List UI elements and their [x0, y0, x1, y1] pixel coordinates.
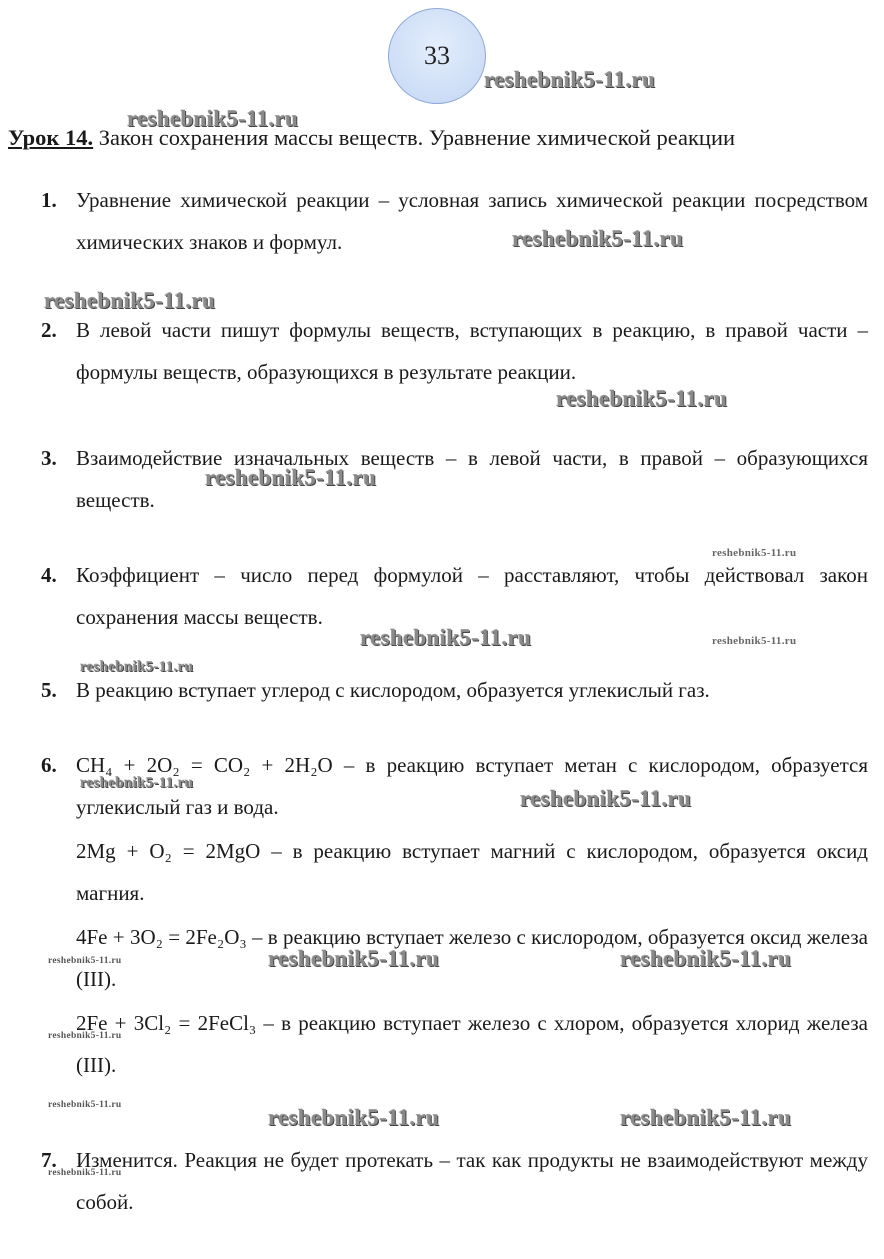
answer-item-7 — [0, 1139, 868, 1223]
watermark: reshebnik5-11.ru — [48, 1168, 122, 1178]
item-text: Коэффициент – число перед формулой – расставляют, чтобы действовал закон сохранения массы веществ. — [76, 563, 868, 629]
page-number-badge — [388, 8, 486, 104]
watermark: reshebnik5-11.ru — [48, 1031, 122, 1041]
equation-iron-oxygen: 4Fe + 3O₂ = 2Fe₂O₃ – в реакцию вступает железо с кислородом, образуется оксид железа (III). — [76, 925, 868, 991]
watermark: reshebnik5-11.ru — [127, 106, 299, 131]
watermark: reshebnik5-11.ru — [360, 625, 532, 650]
item-text: Изменится. Реакция не будет протекать – так как продукты не взаимодействуют между собой. — [76, 1148, 868, 1214]
lesson-topic: Закон сохранения массы веществ. Уравнение химической реакции — [93, 125, 736, 150]
watermark: reshebnik5-11.ru — [205, 465, 377, 490]
item-number: 2. — [41, 318, 57, 342]
watermark: reshebnik5-11.ru — [712, 547, 797, 559]
watermark: reshebnik5-11.ru — [620, 946, 792, 971]
item-text: В левой части пишут формулы веществ, вступающих в реакцию, в правой части – формулы веществ, образующихся в результате реакции. — [76, 318, 868, 384]
item-text: Взаимодействие изначальных веществ – в левой части, в правой – образующихся веществ. — [76, 446, 868, 512]
watermark: reshebnik5-11.ru — [268, 946, 440, 971]
item-number: 5. — [41, 678, 57, 702]
watermark: reshebnik5-11.ru — [620, 1105, 792, 1130]
item-number: 6. — [41, 753, 57, 777]
watermark: reshebnik5-11.ru — [268, 1105, 440, 1130]
lesson-number: Урок 14. — [8, 125, 94, 150]
item-number: 4. — [41, 563, 57, 587]
equation-iron-chlorine: 2Fe + 3Cl₂ = 2FeCl₃ – в реакцию вступает железо с хлором, образуется хлорид железа (III). — [76, 1011, 868, 1077]
watermark: reshebnik5-11.ru — [80, 659, 194, 675]
page-number: 33 — [424, 41, 450, 70]
item-number: 3. — [41, 446, 57, 470]
watermark: reshebnik5-11.ru — [712, 635, 797, 647]
answer-item-3 — [0, 437, 868, 521]
watermark: reshebnik5-11.ru — [48, 1100, 122, 1110]
answer-item-2 — [0, 309, 868, 393]
equation-magnesium: 2Mg + O₂ = 2MgO – в реакцию вступает магний с кислородом, образуется оксид магния. — [76, 839, 868, 905]
watermark: reshebnik5-11.ru — [80, 775, 194, 791]
item-text: Уравнение химической реакции – условная запись химической реакции посредством химических знаков и формул. — [76, 188, 868, 254]
watermark: reshebnik5-11.ru — [512, 226, 684, 251]
answer-item-6 — [0, 744, 868, 1086]
answer-item-1 — [0, 179, 868, 263]
watermark: reshebnik5-11.ru — [520, 786, 692, 811]
watermark: reshebnik5-11.ru — [556, 386, 728, 411]
item-number: 1. — [41, 188, 57, 212]
equation-methane: CH₄ + 2O₂ = CO₂ + 2H₂O – в реакцию вступает метан с кислородом, образуется углекислый газ и вода. — [76, 753, 868, 819]
item-number: 7. — [41, 1148, 57, 1172]
watermark: reshebnik5-11.ru — [484, 67, 656, 92]
item-text: В реакцию вступает углерод с кислородом, образуется углекислый газ. — [76, 678, 710, 702]
watermark: reshebnik5-11.ru — [44, 288, 216, 313]
watermark: reshebnik5-11.ru — [48, 956, 122, 966]
